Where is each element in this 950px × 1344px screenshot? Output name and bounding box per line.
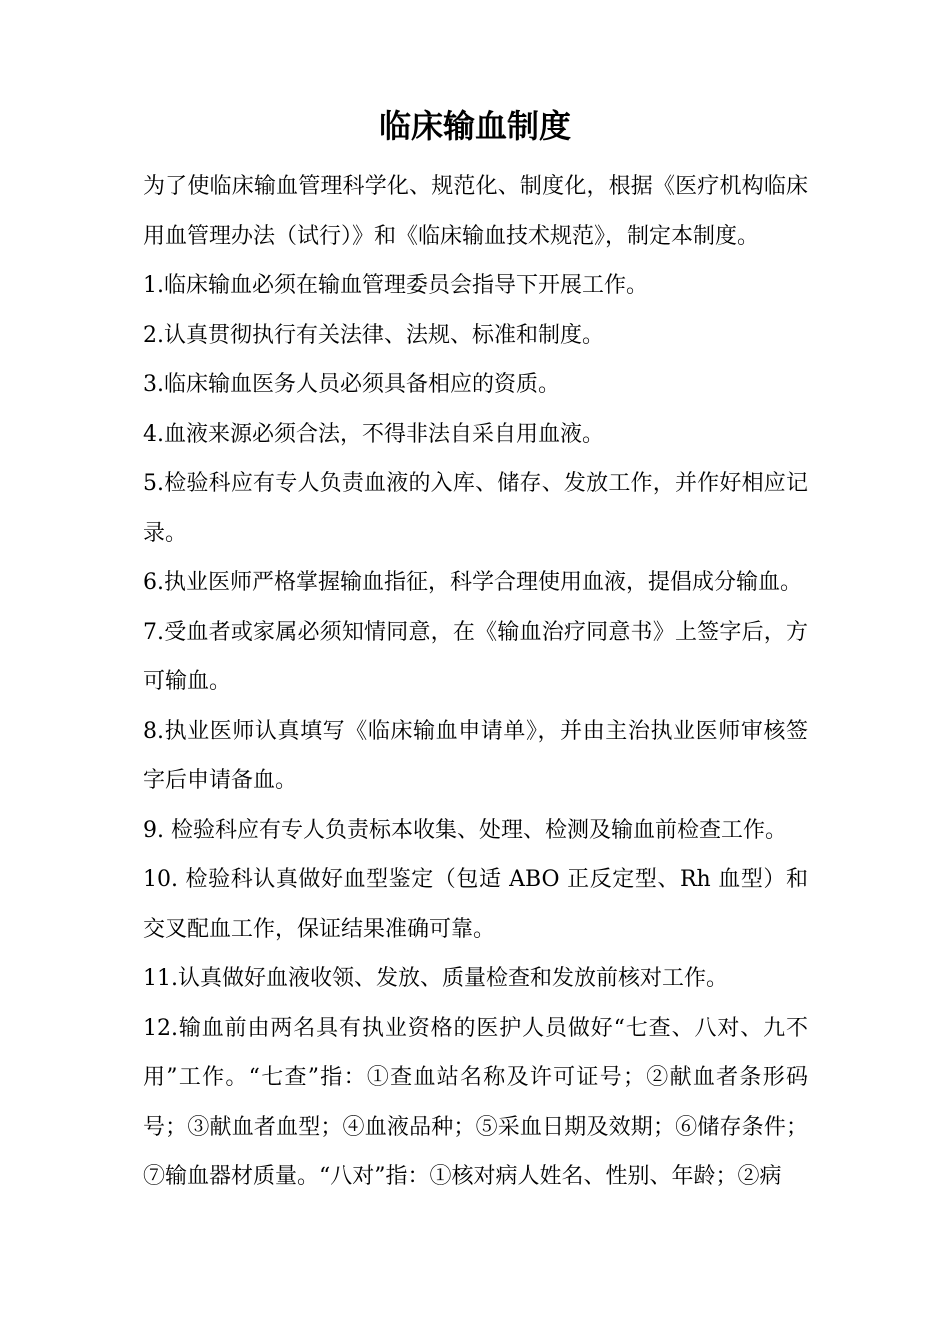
rule-item-3: 3.临床输血医务人员必须具备相应的资质。 (143, 372, 560, 397)
document-body (143, 162, 808, 1202)
rule-item-10: 10. 检验科认真做好血型鉴定（包适 ABO 正反定型、Rh 血型）和交叉配血工作，保证结果准确可靠。 (143, 867, 808, 942)
rule-item-11: 11.认真做好血液收领、发放、质量检查和发放前核对工作。 (143, 966, 728, 991)
rule-item-8: 8.执业医师认真填写《临床输血申请单》，并由主治执业医师审核签字后申请备血。 (143, 718, 808, 793)
page-title: 临床输血制度 (378, 107, 571, 145)
rule-item-1: 1.临床输血必须在输血管理委员会指导下开展工作。 (143, 273, 648, 298)
rule-item-7: 7.受血者或家属必须知情同意，在《输血治疗同意书》上签字后，方可输血。 (143, 619, 808, 694)
rule-item-2: 2.认真贯彻执行有关法律、法规、标准和制度。 (143, 322, 604, 348)
rule-item-4: 4.血液来源必须合法，不得非法自采自用血液。 (143, 421, 604, 447)
rule-item-6: 6.执业医师严格掌握输血指征，科学合理使用血液，提倡成分输血。 (143, 570, 802, 595)
intro-paragraph: 为了使临床输血管理科学化、规范化、制度化，根据《医疗机构临床用血管理办法（试行）》和《临床输血技术规范》，制定本制度。 (143, 174, 808, 249)
rule-item-12: 12.输血前由两名具有执业资格的医护人员做好“七查、八对、九不用”工作。“七查”指：①查血站名称及许可证号；②献血者条形码号；③献血者血型；④血液品种；⑤采血日期及效期；⑥储存条件；⑦输血器材质量。“八对”指：①核对病人姓名、性别、年龄；②病 (143, 1015, 808, 1189)
rule-item-9: 9. 检验科应有专人负责标本收集、处理、检测及输血前检查工作。 (143, 817, 787, 843)
rule-item-5: 5.检验科应有专人负责血液的入库、储存、发放工作，并作好相应记录。 (143, 471, 808, 546)
